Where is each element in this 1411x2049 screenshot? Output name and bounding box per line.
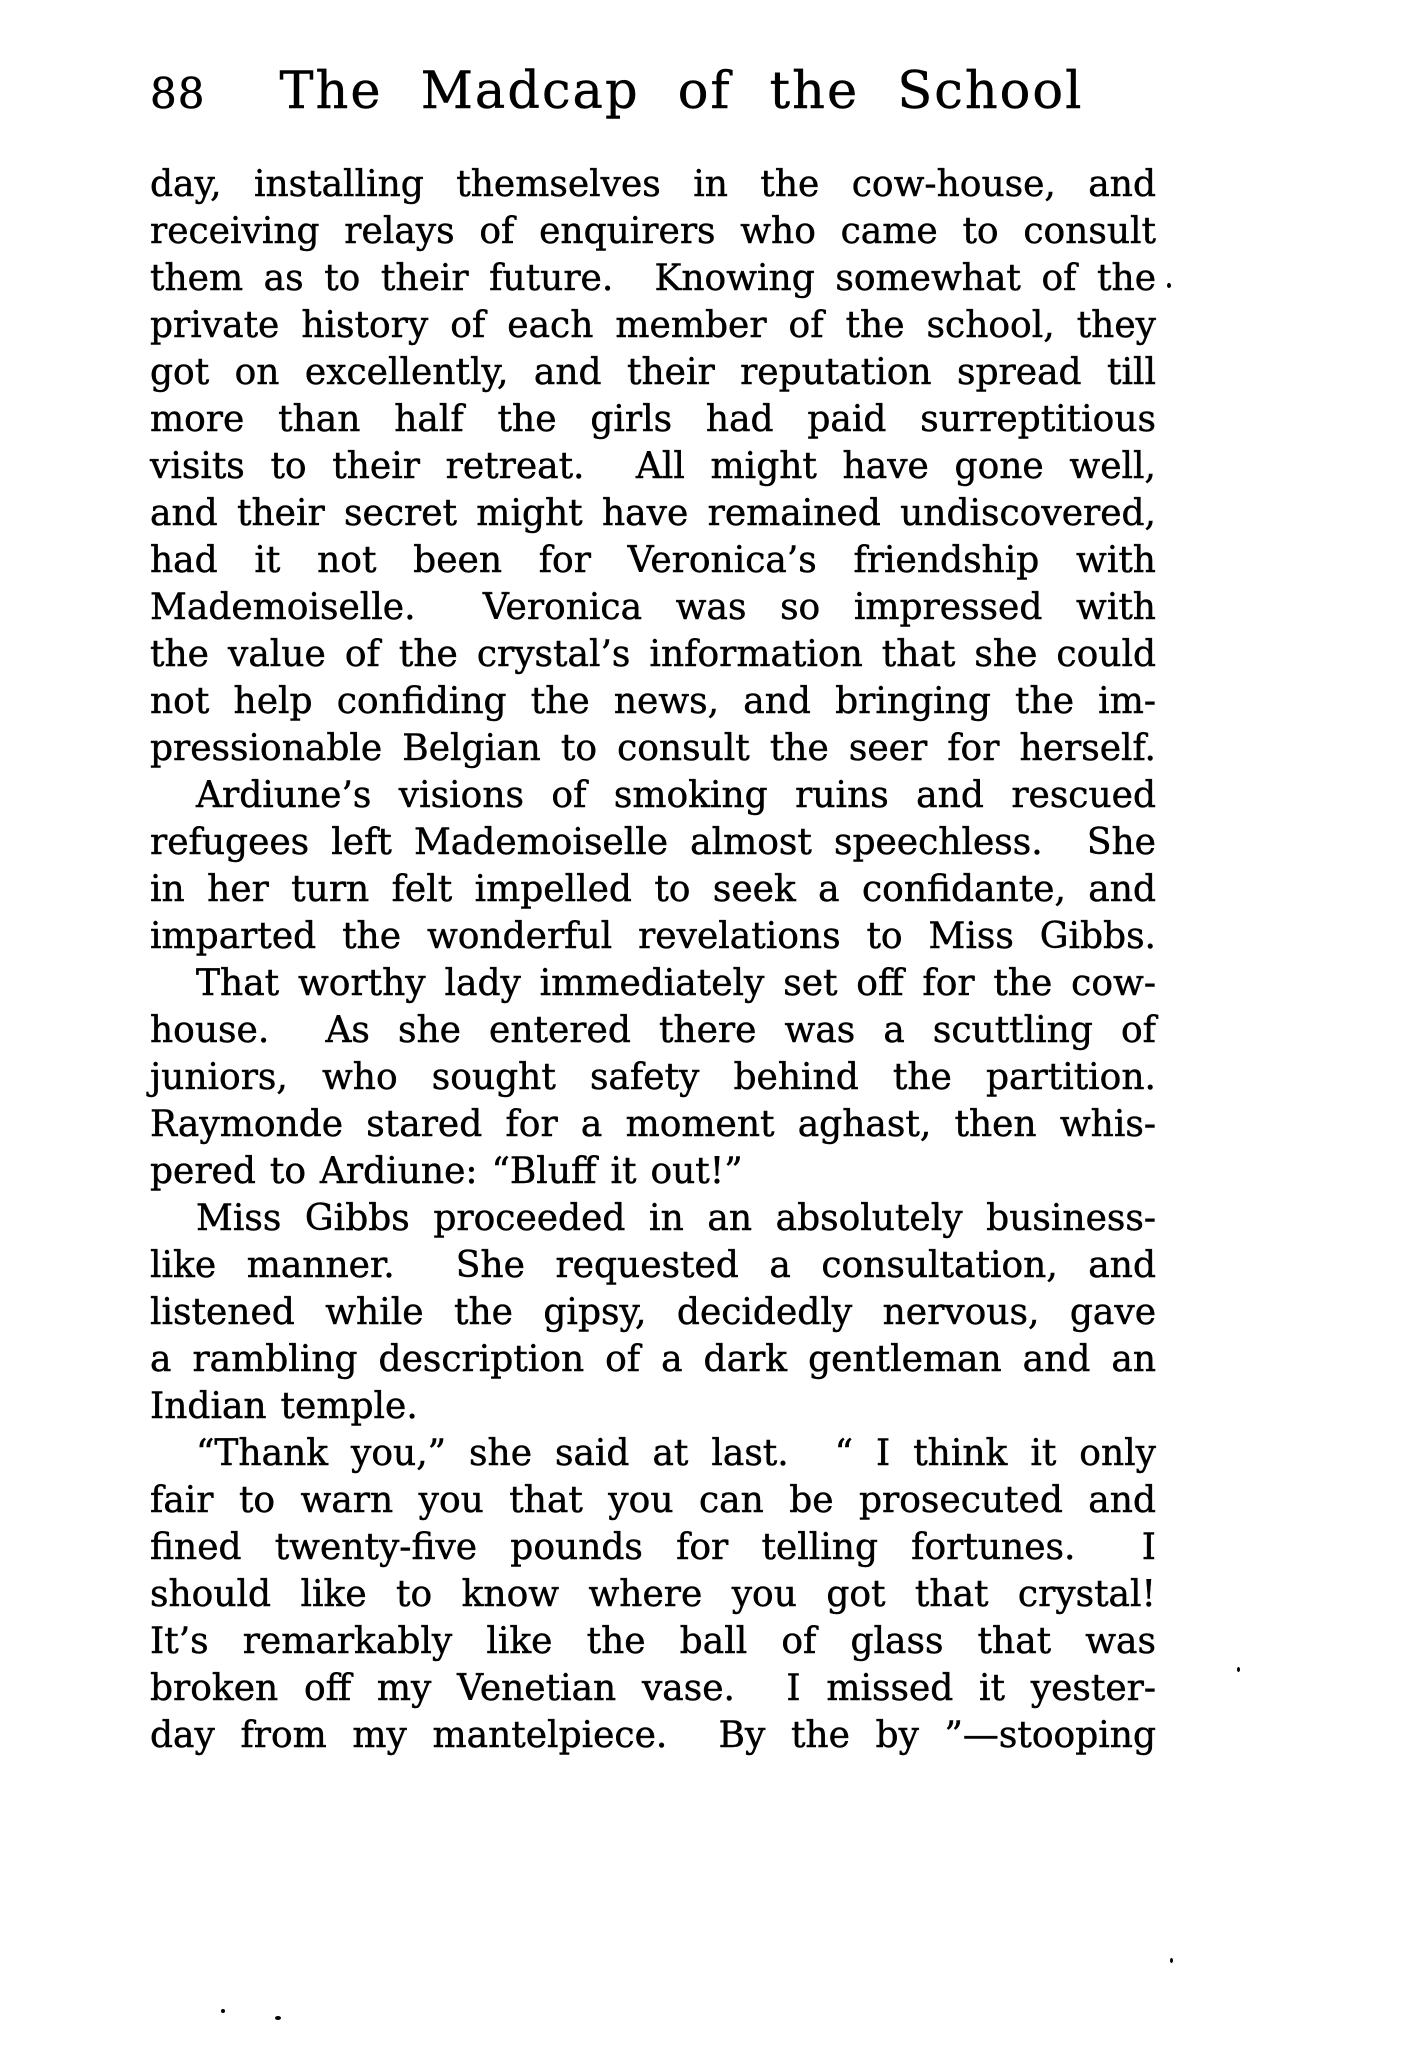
text-line: in her turn felt impelled to seek a confidante, and xyxy=(150,869,1156,910)
text-line: listened while the gipsy, decidedly nervous, gave xyxy=(150,1292,1156,1333)
text-line: Raymonde stared for a moment aghast, then whis- xyxy=(150,1104,1156,1145)
text-line: “Thank you,” she said at last. “ I think it only xyxy=(196,1433,1156,1474)
text-line: like manner. She requested a consultation, and xyxy=(150,1245,1156,1286)
text-line: them as to their future. Knowing somewhat of the xyxy=(150,258,1156,299)
text-line: Ardiune’s visions of smoking ruins and rescued xyxy=(196,775,1156,816)
text-line: fair to warn you that you can be prosecuted and xyxy=(150,1480,1156,1521)
text-line: pered to Ardiune: “Bluff it out!” xyxy=(150,1151,743,1192)
text-line: should like to know where you got that crystal! xyxy=(150,1574,1156,1615)
scan-speck xyxy=(1167,283,1171,288)
text-line: not help confiding the news, and bringing the im- xyxy=(150,681,1156,722)
text-line: Indian temple. xyxy=(150,1386,418,1427)
page-number: 88 xyxy=(150,69,206,118)
text-line: fined twenty-five pounds for telling fortunes. I xyxy=(150,1527,1156,1568)
text-line: It’s remarkably like the ball of glass that was xyxy=(150,1621,1156,1662)
text-line: had it not been for Veronica’s friendship with xyxy=(150,540,1156,581)
text-line: private history of each member of the school, they xyxy=(150,305,1156,346)
text-line: got on excellently, and their reputation spread till xyxy=(150,352,1156,393)
text-line: and their secret might have remained undiscovered, xyxy=(150,493,1156,534)
text-line: a rambling description of a dark gentleman and an xyxy=(150,1339,1156,1380)
scan-speck xyxy=(1170,1958,1173,1963)
text-line: the value of the crystal’s information that she could xyxy=(150,634,1156,675)
text-line: visits to their retreat. All might have gone well, xyxy=(150,446,1156,487)
text-line: pressionable Belgian to consult the seer for herself. xyxy=(150,728,1156,769)
text-line: house. As she entered there was a scuttling of xyxy=(150,1010,1156,1051)
text-line: day from my mantelpiece. By the by ”—stooping xyxy=(150,1715,1156,1756)
page-header xyxy=(150,62,1156,121)
text-line: That worthy lady immediately set off for the cow- xyxy=(196,963,1156,1004)
page-text xyxy=(150,161,1156,1759)
text-line: imparted the wonderful revelations to Miss Gibbs. xyxy=(150,916,1156,957)
text-line: day, installing themselves in the cow-house, and xyxy=(150,164,1156,205)
text-line: Miss Gibbs proceeded in an absolutely business- xyxy=(196,1198,1156,1239)
text-line: refugees left Mademoiselle almost speechless. She xyxy=(150,822,1156,863)
text-line: receiving relays of enquirers who came to consult xyxy=(150,211,1156,252)
text-line: more than half the girls had paid surreptitious xyxy=(150,399,1156,440)
text-line: broken off my Venetian vase. I missed it yester- xyxy=(150,1668,1156,1709)
scan-speck xyxy=(275,2016,281,2020)
scan-speck xyxy=(221,2009,225,2013)
text-line: Mademoiselle. Veronica was so impressed with xyxy=(150,587,1156,628)
text-line: juniors, who sought safety behind the partition. xyxy=(150,1057,1156,1098)
running-title: The Madcap of the School xyxy=(279,62,1084,121)
scan-speck xyxy=(1237,1667,1240,1672)
